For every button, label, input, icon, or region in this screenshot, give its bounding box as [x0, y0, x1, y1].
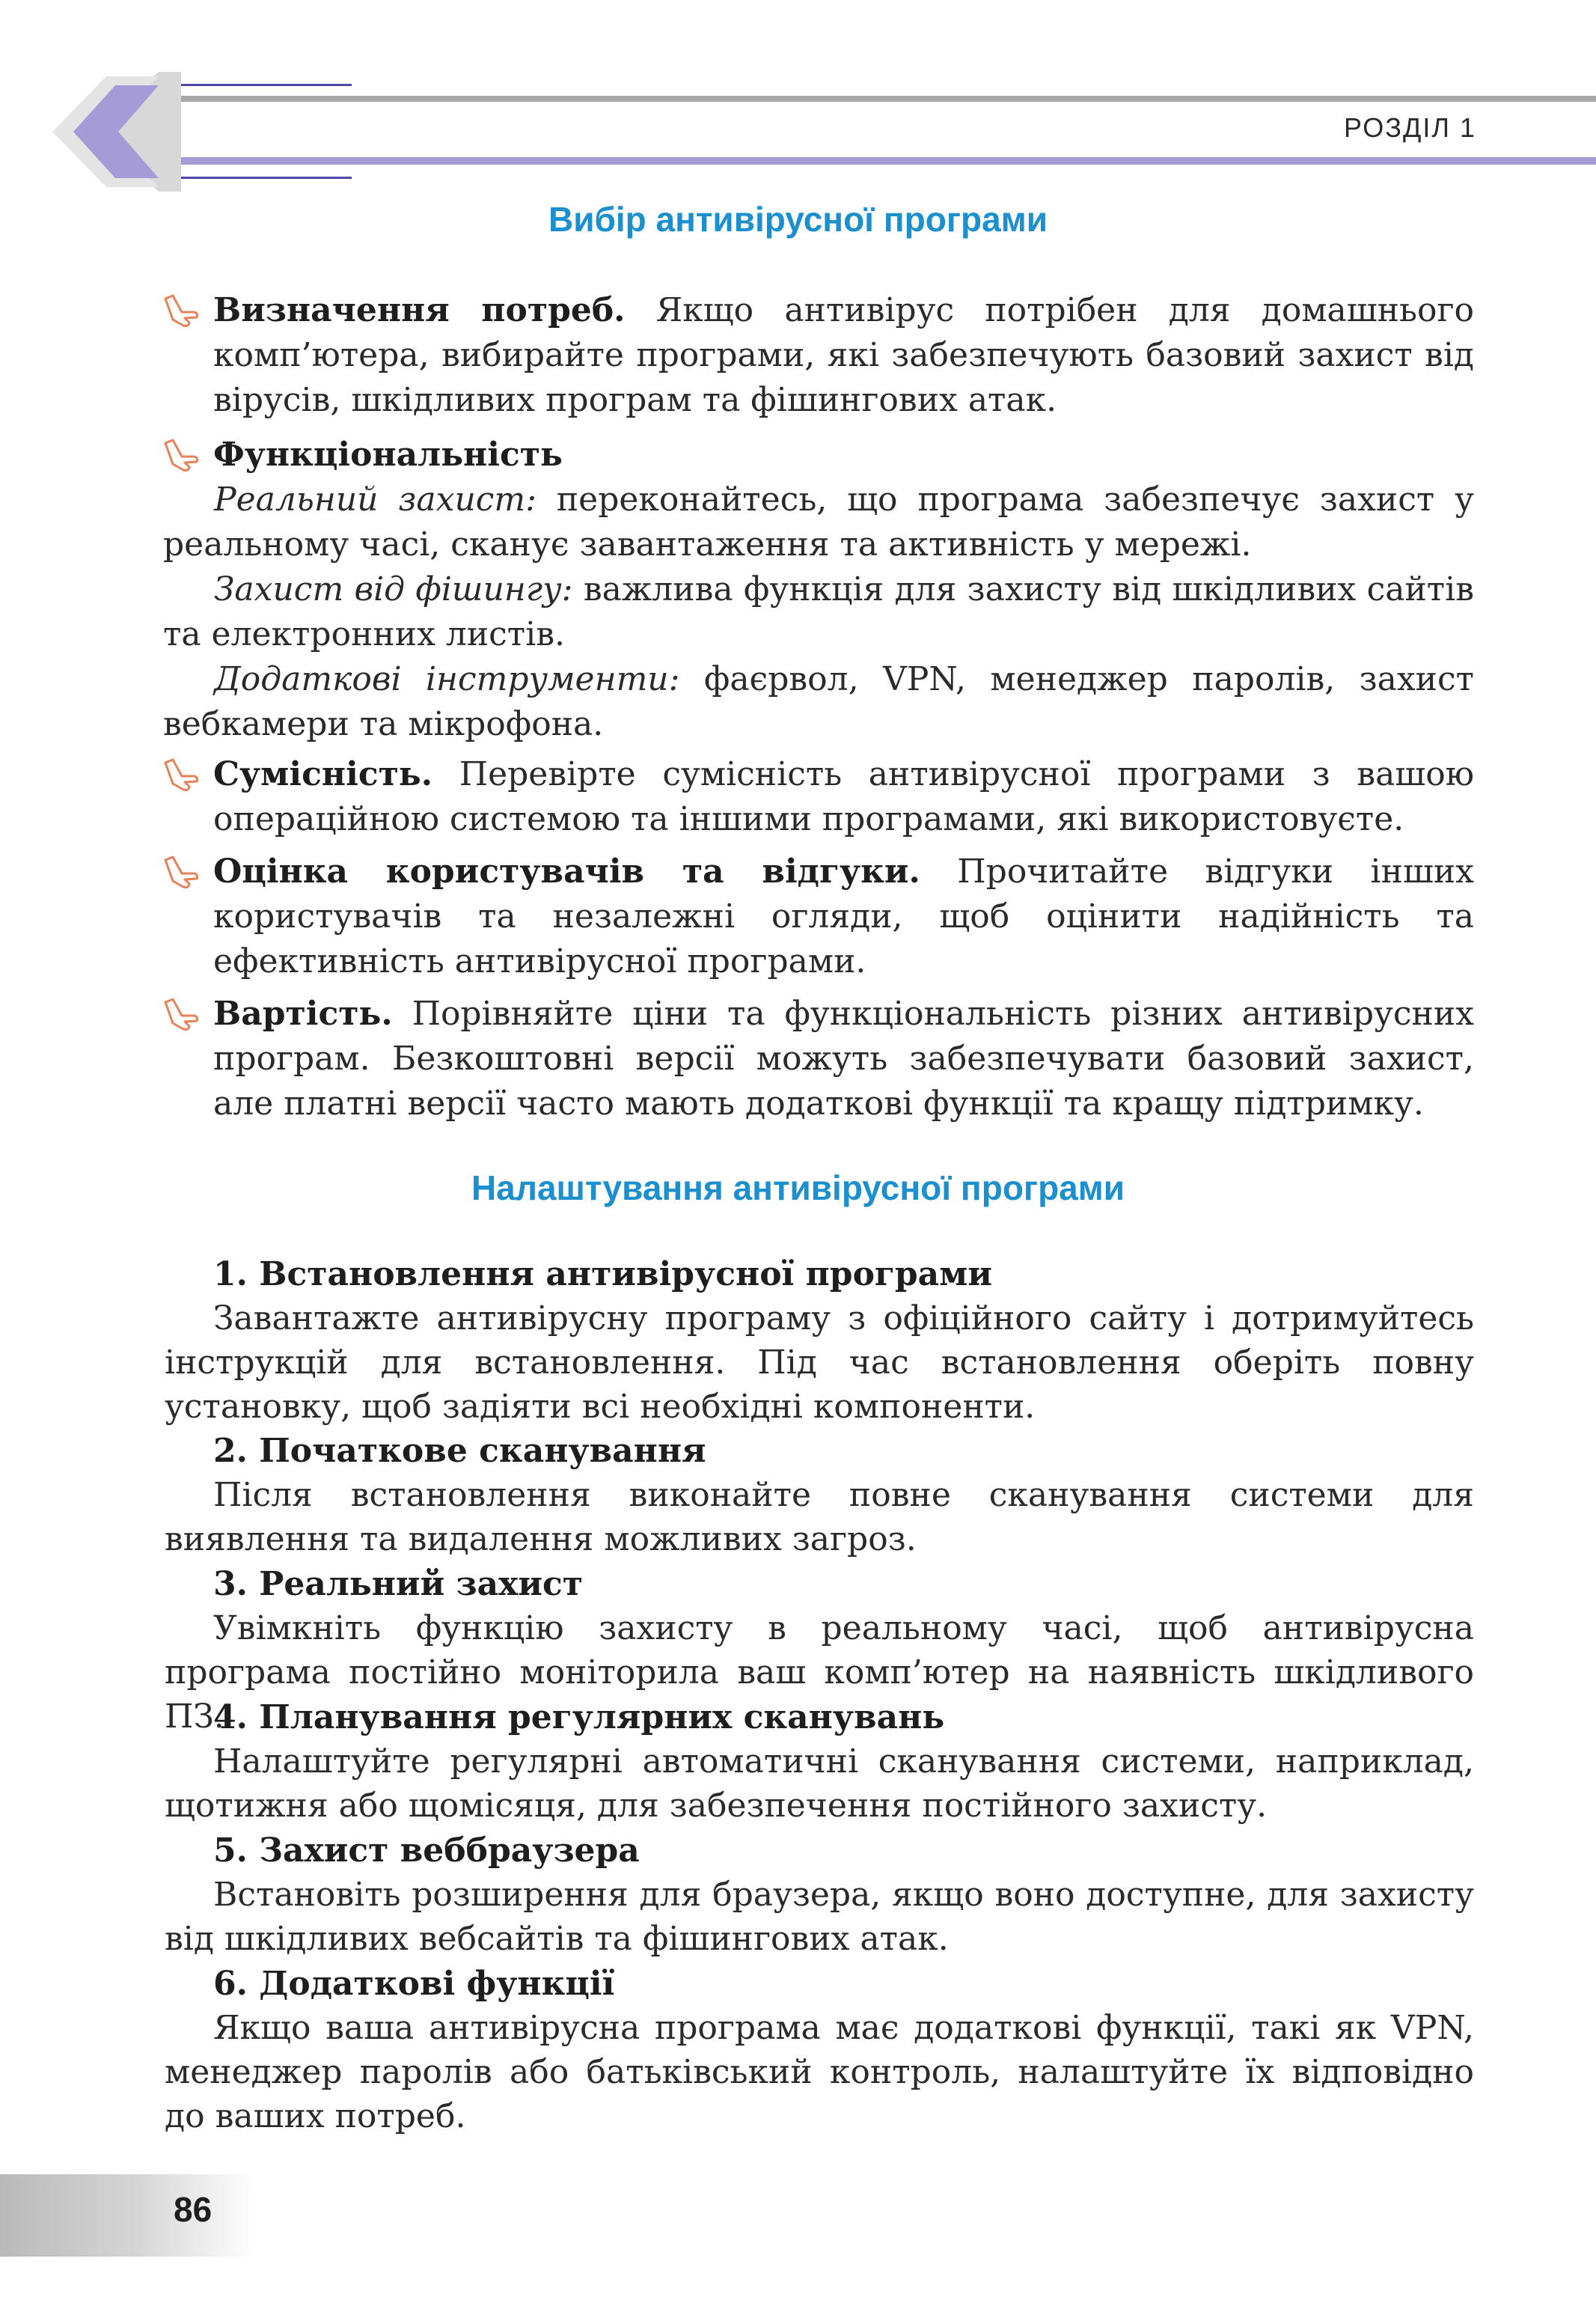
para-realtime-body: переконайтесь, що програма забезпечує захист у реальному часі, сканує завантаження та активність у мережі. — [163, 481, 1474, 564]
step-title: 5. Захист веббраузера — [213, 1831, 640, 1870]
step-text: Якщо ваша антивірусна програма має додаткові функції, такі як VPN, менеджер паролів або батьківський контроль, налаштуйте їх відповідно до ваших потреб. — [165, 2009, 1474, 2135]
header-rule-gray — [150, 96, 1596, 102]
heading-configure-antivirus: Налаштування антивірусної програми — [471, 1168, 1125, 1207]
step-title: 6. Додаткові функції — [213, 1965, 615, 2003]
pointing-hand-icon — [161, 854, 201, 894]
heading-choose-antivirus: Вибір антивірусної програми — [548, 200, 1048, 239]
header-rule-purple — [150, 157, 1596, 165]
step-text: Завантажте антивірусну програму з офіційного сайту і дотримуйтесь інструкцій для встановлення. Під час встановлення оберіть повну установку, щоб задіяти всі необхідні компоненти. — [165, 1299, 1474, 1426]
para-realtime — [163, 478, 1474, 567]
step-extra-features — [165, 1962, 1474, 2138]
step-text: Після встановлення виконайте повне сканування системи для виявлення та видалення можливих загроз. — [165, 1476, 1474, 1558]
bullet-reviews-body: Прочитайте відгуки інших користувачів та незалежні огляди, щоб оцінити надійність та ефективність антивірусної програми. — [213, 852, 1474, 980]
term-tools: Додаткові інструменти: — [214, 660, 680, 698]
pointing-hand-icon — [161, 757, 201, 797]
para-phishing — [163, 567, 1474, 657]
page-number: 86 — [174, 2190, 213, 2229]
para-phishing-body: важлива функція для захисту від шкідливих сайтів та електронних листів. — [163, 570, 1474, 653]
bullet-compatibility — [161, 752, 1474, 842]
bullet-cost-text — [213, 992, 1474, 1126]
step-text: Налаштуйте регулярні автоматичні сканування системи, наприклад, щотижня або щомісяця, для забезпечення постійного захисту. — [165, 1742, 1474, 1825]
bullet-compatibility-text — [213, 752, 1474, 842]
pointing-hand-icon — [161, 437, 201, 478]
step-title: 3. Реальний захист — [213, 1565, 584, 1603]
bullet-functionality-title-row — [213, 433, 1474, 478]
footer-gradient-bar — [0, 2174, 254, 2257]
bullet-compatibility-title: Сумісність. — [213, 755, 433, 793]
bullet-compatibility-body: Перевірте сумісність антивірусної програми з вашою операційною системою та іншими програмами, які використовуєте. — [213, 755, 1474, 838]
step-initial-scan — [165, 1429, 1474, 1561]
term-realtime: Реальний захист: — [214, 481, 536, 519]
para-tools-body: фаєрвол, VPN, менеджер паролів, захист вебкамери та мікрофона. — [163, 660, 1474, 743]
bullet-cost-title: Вартість. — [213, 995, 393, 1033]
step-title: 4. Планування регулярних сканувань — [213, 1698, 945, 1736]
bullet-reviews — [161, 850, 1474, 984]
para-tools — [163, 657, 1474, 747]
bullet-functionality — [161, 433, 1474, 478]
bullet-needs — [161, 288, 1474, 423]
step-text: Увімкніть функцію захисту в реальному часі, щоб антивірусна програма постійно моніторила ваш комп’ютер на наявність шкідливого ПЗ. — [165, 1609, 1474, 1736]
pointing-hand-icon — [161, 293, 201, 333]
bullet-needs-title: Визначення потреб. — [213, 291, 626, 329]
bullet-cost-body: Порівняйте ціни та функціональність різних антивірусних програм. Безкоштовні версії можуть забезпечувати базовий захист, але платні версії часто мають додаткові функції та кращу підтримку. — [213, 995, 1474, 1123]
bullet-reviews-text — [213, 850, 1474, 984]
pointing-hand-icon — [161, 996, 201, 1037]
section-label: РОЗДІЛ 1 — [1344, 112, 1476, 143]
bullet-cost — [161, 992, 1474, 1126]
term-phishing: Захист від фішингу: — [214, 570, 573, 608]
step-install — [165, 1252, 1474, 1429]
chevron-left-icon — [46, 72, 181, 192]
bullet-reviews-title: Оцінка користувачів та відгуки. — [213, 852, 920, 891]
step-title: 1. Встановлення антивірусної програми — [213, 1255, 993, 1293]
step-text: Встановіть розширення для браузера, якщо воно доступне, для захисту від шкідливих вебсайтів та фішингових атак. — [165, 1876, 1474, 1958]
bullet-needs-text — [213, 288, 1474, 423]
bullet-needs-body: Якщо антивірус потрібен для домашнього комп’ютера, вибирайте програми, які забезпечують базовий захист від вірусів, шкідливих програм та фішингових атак. — [213, 291, 1475, 419]
step-scheduled-scans — [165, 1695, 1474, 1828]
step-title: 2. Початкове сканування — [213, 1432, 706, 1470]
step-browser-protection — [165, 1828, 1474, 1961]
bullet-functionality-title: Функціональність — [213, 436, 563, 474]
